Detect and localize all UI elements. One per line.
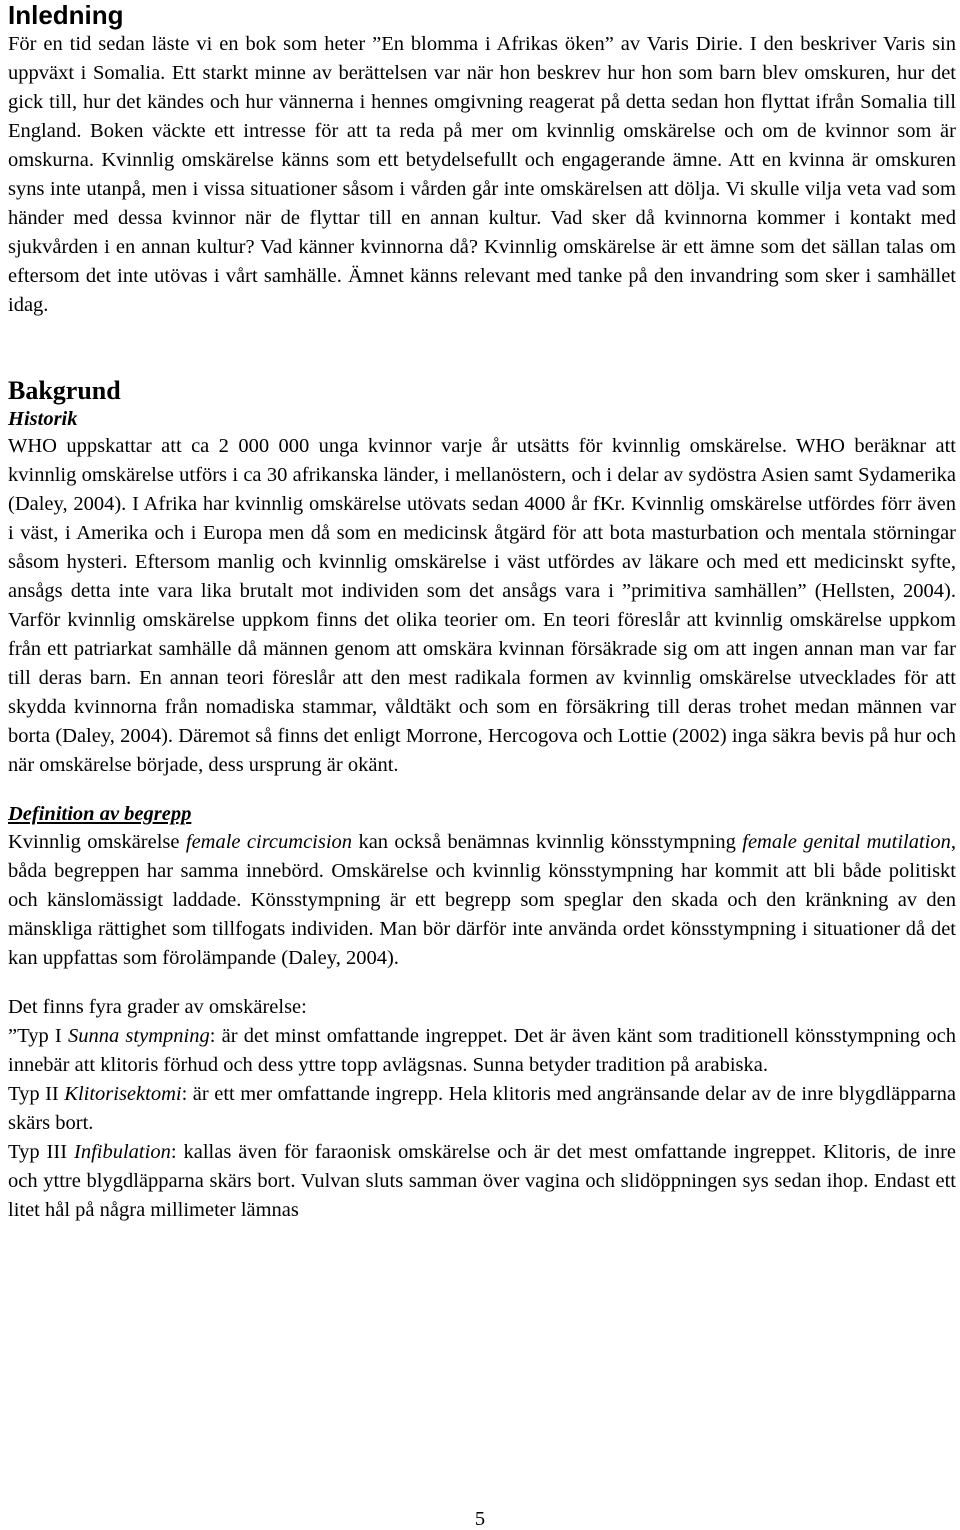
intro-paragraph: För en tid sedan läste vi en bok som heter ”En blomma i Afrikas öken” av Varis Dirie. I den beskriver Varis sin uppväxt i Somalia. Ett starkt minne av berättelsen var när hon beskrev hur hon som barn blev omskuren, hur det gick till, hur det kändes och hur vännerna i hennes omgivning reagerat på detta sedan hon flyttat ifrån Somalia till England. Boken väckte ett intresse för att ta reda på mer om kvinnlig omskärelse och om de kvinnor som är omskurna. Kvinnlig omskärelse känns som ett betydelsefullt och engagerande ämne. Att en kvinna är omskuren syns inte utanpå, men i vissa situationer såsom i vården går inte omskärelsen att dölja. Vi skulle vilja veta vad som händer med dessa kvinnor när de flyttar till en annan kultur. Vad sker då kvinnorna kommer i kontakt med sjukvården i en annan kultur? Vad känner kvinnorna då? Kvinnlig omskärelse är ett ämne som det sällan talas om eftersom det inte utövas i vårt samhälle. Ämnet känns relevant med tanke på den invandring som sker i samhället idag. [8,33,956,316]
grades-intro: Det finns fyra grader av omskärelse: [8,996,307,1018]
document-page [8,0,956,1225]
history-paragraph: WHO uppskattar att ca 2 000 000 unga kvinnor varje år utsätts för kvinnlig omskärelse. WHO beräknar att kvinnlig omskärelse utförs i ca 30 afrikanska länder, i mellanöstern, och i delar av sydöstra Asien samt Sydamerika (Daley, 2004). I Afrika har kvinnlig omskärelse utövats sedan 4000 år fKr. Kvinnlig omskärelse utfördes förr även i väst, i Amerika och i Europa men då som en medicinsk åtgärd för att bota masturbation och mentala störningar såsom hysteri. Eftersom manlig och kvinnlig omskärelse i väst utfördes av läkare och med ett medicinskt syfte, ansågs detta inte vara lika brutalt mot individen som det ansågs vara i ”primitiva samhällen” (Hellsten, 2004). Varför kvinnlig omskärelse uppkom finns det olika teorier om. En teori föreslår att kvinnlig omskärelse uppkom från ett patriarkat samhälle då männen genom att omskära kvinnan försäkrade sig om att ingen annan man var far till deras barn. En annan teori föreslår att den mest radikala formen av kvinnlig omskärelse utvecklades för att skydda kvinnorna från nomadiska stammar, våldtäkt och som en försäkring till deras trohet medan männen var borta (Daley, 2004). Däremot så finns det enligt Morrone, Hercogova och Lottie (2002) inga säkra bevis på hur och när omskärelse började, dess ursprung är okänt. [8,435,956,776]
type1-text: : är det minst omfattande ingreppet. Det är även känt som traditionell könsstympning och innebär att klitoris förhud och dess yttre topp avlägsnas. Sunna betyder tradition på arabiska. [8,1025,956,1076]
type3-term: Infibulation [74,1141,171,1163]
term-female-genital-mutilation: female genital mutilation [742,831,951,853]
type2-prefix: Typ II [8,1083,65,1105]
spacer [8,320,956,376]
type1-prefix: ”Typ I [8,1025,68,1047]
spacer [8,780,956,800]
spacer [8,973,956,993]
type3-text: : kallas även för faraonisk omskärelse och är det mest omfattande ingreppet. Klitoris, de inre och yttre blygdläpparna skärs bort. Vulvan sluts samman över vagina och slidöppningen sys sedan ihop. Endast ett litet hål på några millimeter lämnas [8,1141,956,1221]
definition-text-start: Kvinnlig omskärelse [8,831,186,853]
history-subheading: Historik [8,408,78,430]
definition-text-end: , båda begreppen har samma innebörd. Omskärelse och kvinnlig könsstympning har kommit att bli både politiskt och känslomässigt laddade. Könsstympning är ett begrepp som speglar den skada och den kränkning av den mänskliga rättighet som tillfogats individen. Man bör därför inte använda ordet könsstympning i situationer då det kan uppfattas som förolämpande (Daley, 2004). [8,831,957,969]
grade-type-1 [8,1022,956,1080]
type2-term: Klitorisektomi [64,1083,182,1105]
background-heading: Bakgrund [8,376,121,405]
page-number: 5 [474,1508,486,1530]
grade-type-3 [8,1138,956,1225]
definition-text-mid: kan också benämnas kvinnlig könsstympning [352,831,743,853]
term-female-circumcision: female circumcision [185,831,353,853]
type1-term: Sunna stympning [67,1025,210,1047]
grade-type-2 [8,1080,956,1138]
type2-text: : är ett mer omfattande ingrepp. Hela klitoris med angränsande delar av de inre blygdläpparna skärs bort. [8,1083,956,1134]
definition-subheading: Definition av begrepp [8,803,192,825]
definition-paragraph [8,828,956,973]
intro-heading: Inledning [8,0,124,30]
type3-prefix: Typ III [8,1141,75,1163]
